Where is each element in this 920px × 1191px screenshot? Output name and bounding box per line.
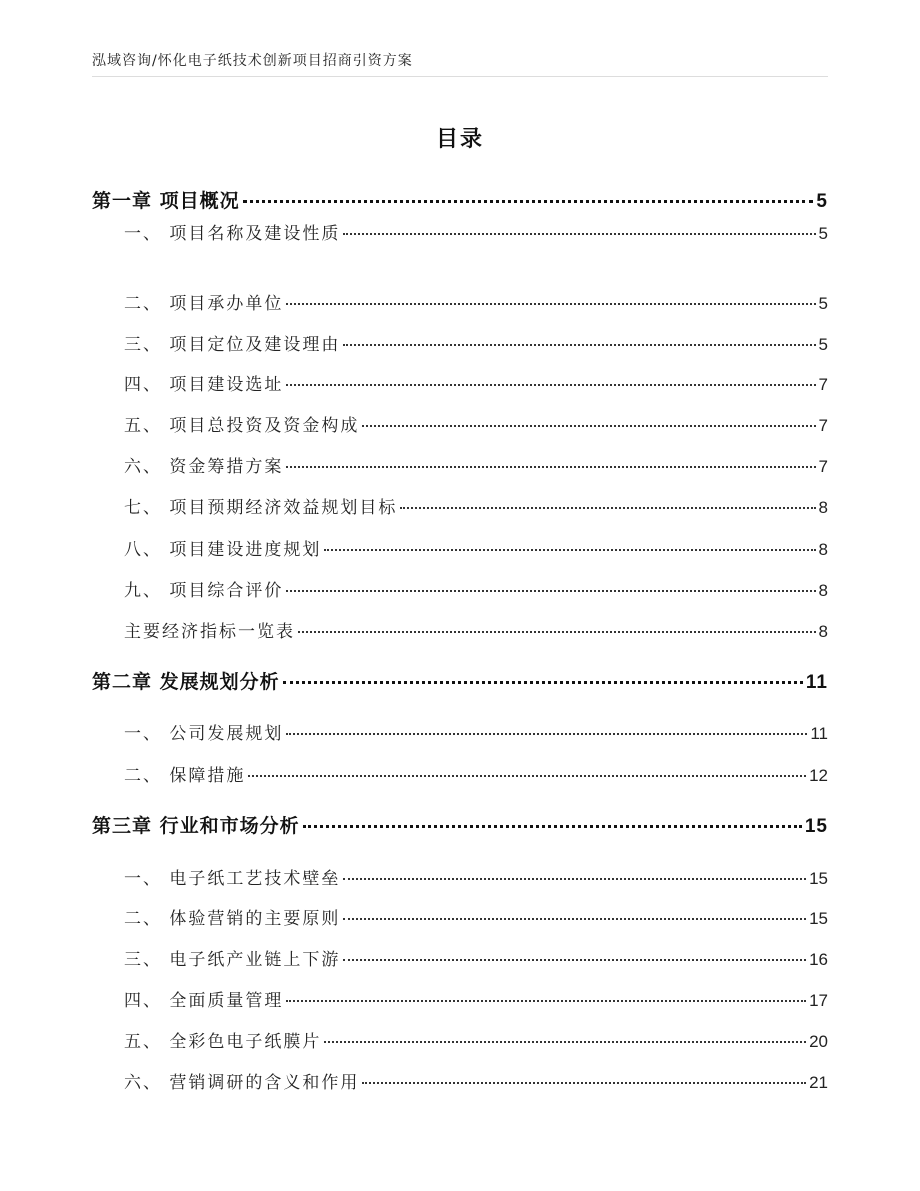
toc-dot-leader: [298, 631, 816, 633]
toc-dot-leader: [343, 233, 815, 235]
toc-entry-label: 一、 电子纸工艺技术壁垒: [124, 869, 341, 889]
toc-entry-label: 第一章 项目概况: [92, 190, 240, 212]
toc-section-entry[interactable]: [124, 411, 828, 436]
toc-page-number: 17: [809, 991, 828, 1010]
toc-entry-label: 五、 项目总投资及资金构成: [124, 416, 360, 436]
toc-page-number: 5: [818, 335, 828, 354]
toc-section-entry[interactable]: [124, 576, 828, 601]
toc-entry-label: 一、 公司发展规划: [124, 724, 284, 744]
toc-entry-label: 六、 营销调研的含义和作用: [124, 1073, 360, 1093]
toc-page-number: 7: [818, 375, 828, 394]
toc-page-number: 7: [818, 457, 828, 476]
toc-page-number: 15: [809, 869, 828, 888]
toc-section-entry[interactable]: [124, 330, 828, 355]
toc-dot-leader: [343, 344, 815, 346]
toc-entry-label: 二、 项目承办单位: [124, 294, 284, 314]
toc-entry-label: 二、 体验营销的主要原则: [124, 909, 341, 929]
toc-dot-leader: [286, 303, 815, 305]
toc-section-entry[interactable]: [124, 219, 828, 244]
toc-chapter-entry[interactable]: [92, 667, 828, 694]
toc-dot-leader: [400, 507, 815, 509]
toc-dot-leader: [283, 681, 803, 684]
toc-dot-leader: [286, 466, 815, 468]
toc-page-number: 8: [818, 540, 828, 559]
toc-dot-leader: [343, 959, 806, 961]
toc-section-entry[interactable]: [124, 1027, 828, 1052]
toc-section-entry[interactable]: [124, 535, 828, 560]
toc-entry-label: 八、 项目建设进度规划: [124, 540, 322, 560]
toc-entry-label: 第三章 行业和市场分析: [92, 815, 300, 837]
toc-entry-label: 二、 保障措施: [124, 766, 246, 786]
toc-dot-leader: [286, 384, 815, 386]
toc-page-number: 21: [809, 1073, 828, 1092]
toc-dot-leader: [248, 775, 806, 777]
toc-page-number: 16: [809, 950, 828, 969]
toc-section-entry[interactable]: [124, 493, 828, 518]
toc-dot-leader: [324, 549, 815, 551]
toc-page-number: 15: [804, 816, 828, 837]
toc-chapter-entry[interactable]: [92, 811, 828, 838]
toc-section-entry[interactable]: [124, 617, 828, 642]
toc-dot-leader: [324, 1041, 806, 1043]
toc-page-number: 20: [809, 1032, 828, 1051]
toc-entry-label: 九、 项目综合评价: [124, 581, 284, 601]
toc-section-entry[interactable]: [124, 761, 828, 786]
toc-page-number: 5: [816, 191, 828, 212]
toc-section-entry[interactable]: [124, 945, 828, 970]
toc-page-number: 8: [818, 581, 828, 600]
toc-page-number: 5: [818, 224, 828, 243]
toc-page-number: 15: [809, 909, 828, 928]
toc-entry-label: 六、 资金筹措方案: [124, 457, 284, 477]
running-header: 泓域咨询/怀化电子纸技术创新项目招商引资方案: [92, 53, 413, 69]
toc-dot-leader: [286, 1000, 806, 1002]
toc-entry-label: 四、 全面质量管理: [124, 991, 284, 1011]
toc-entry-label: 四、 项目建设选址: [124, 375, 284, 395]
toc-dot-leader: [343, 918, 806, 920]
toc-section-entry[interactable]: [124, 370, 828, 395]
toc-section-entry[interactable]: [124, 719, 828, 744]
toc-dot-leader: [286, 590, 815, 592]
toc-page-number: 5: [818, 294, 828, 313]
page-title: 目录: [435, 127, 484, 152]
toc-section-entry[interactable]: [124, 904, 828, 929]
toc-page-number: 12: [809, 766, 828, 785]
toc-entry-label: 三、 电子纸产业链上下游: [124, 950, 341, 970]
toc-dot-leader: [303, 825, 802, 828]
toc-entry-label: 五、 全彩色电子纸膜片: [124, 1032, 322, 1052]
toc-dot-leader: [362, 425, 815, 427]
toc-page-number: 7: [818, 416, 828, 435]
toc-section-entry[interactable]: [124, 864, 828, 889]
toc-page-number: 11: [810, 724, 828, 743]
toc-dot-leader: [362, 1082, 806, 1084]
toc-entry-label: 主要经济指标一览表: [124, 622, 295, 642]
toc-entry-label: 七、 项目预期经济效益规划目标: [124, 498, 398, 518]
toc-page-number: 8: [818, 622, 828, 641]
toc-dot-leader: [343, 878, 806, 880]
toc-entry-label: 三、 项目定位及建设理由: [124, 335, 341, 355]
toc-entry-label: 一、 项目名称及建设性质: [124, 224, 341, 244]
header-divider: [92, 76, 828, 77]
toc-dot-leader: [286, 733, 807, 735]
toc-section-entry[interactable]: [124, 289, 828, 314]
toc-page-number: 11: [805, 672, 828, 693]
toc-section-entry[interactable]: [124, 452, 828, 477]
toc-chapter-entry[interactable]: [92, 186, 828, 213]
toc-section-entry[interactable]: [124, 1068, 828, 1093]
toc-entry-label: 第二章 发展规划分析: [92, 671, 280, 693]
toc-section-entry[interactable]: [124, 986, 828, 1011]
toc-dot-leader: [243, 200, 814, 203]
toc-page-number: 8: [818, 498, 828, 517]
